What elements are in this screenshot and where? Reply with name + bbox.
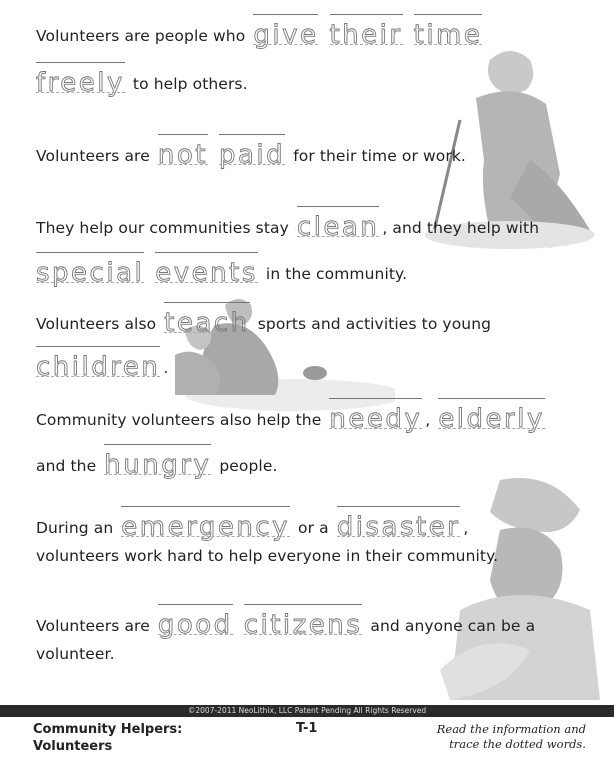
sentence-line xyxy=(36,404,548,434)
copyright-bar: ©2007-2011 NeoLithix, LLC Patent Pending All Rights Reserved xyxy=(0,705,614,717)
trace-word[interactable]: children xyxy=(36,352,161,382)
sentence-line xyxy=(36,610,535,640)
trace-word[interactable]: elderly xyxy=(438,404,545,434)
sentence-text: for their time or work. xyxy=(293,147,466,165)
trace-word[interactable]: freely xyxy=(36,68,125,98)
sentence-line xyxy=(36,352,168,382)
trace-word[interactable]: needy xyxy=(329,404,423,434)
sentence-text: sports and activities to young xyxy=(257,315,492,333)
trace-word[interactable]: their xyxy=(329,20,403,50)
sentence-text: Volunteers are xyxy=(36,147,150,165)
trace-word[interactable]: time xyxy=(413,20,483,50)
sentence-text: to help others. xyxy=(132,75,248,93)
sentence-text: volunteers work hard to help everyone in their community. xyxy=(36,547,499,565)
sentence-line xyxy=(36,308,491,338)
sentence-text: in the community. xyxy=(265,265,408,283)
sentence-text: They help our communities stay xyxy=(36,219,289,237)
sentence-text: and the xyxy=(36,457,97,475)
sentence-text: , xyxy=(425,411,431,429)
sentence-text: During an xyxy=(36,519,114,537)
sentence-text: Community volunteers also help the xyxy=(36,411,322,429)
sentence-line xyxy=(36,258,407,288)
trace-word[interactable]: special xyxy=(36,258,145,288)
trace-word[interactable]: give xyxy=(253,20,319,50)
title-line: Volunteers xyxy=(33,739,113,754)
sentence-text: or a xyxy=(298,519,329,537)
instructions xyxy=(437,722,586,752)
instructions-line: trace the dotted words. xyxy=(449,737,586,751)
sentence-text: . xyxy=(163,359,169,377)
sentence-line xyxy=(36,450,277,480)
volunteers-teaching-illustration xyxy=(165,285,395,415)
sentence-text: Volunteers are people who xyxy=(36,27,246,45)
trace-word[interactable]: paid xyxy=(218,140,286,170)
sentence-text: Volunteers are xyxy=(36,617,150,635)
sentence-line xyxy=(36,547,498,565)
trace-word[interactable]: teach xyxy=(164,308,250,338)
trace-word[interactable]: citizens xyxy=(243,610,363,640)
sentence-line xyxy=(36,645,115,663)
trace-word[interactable]: disaster xyxy=(336,512,461,542)
trace-word[interactable]: not xyxy=(157,140,208,170)
trace-word[interactable]: emergency xyxy=(121,512,290,542)
sentence-text: Volunteers also xyxy=(36,315,157,333)
sentence-text: and anyone can be a xyxy=(370,617,536,635)
sentence-line xyxy=(36,140,466,170)
instructions-line: Read the information and xyxy=(436,722,586,736)
sentence-text: people. xyxy=(219,457,278,475)
sentence-text: volunteer. xyxy=(36,645,115,663)
page-code: T-1 xyxy=(296,721,318,736)
trace-word[interactable]: events xyxy=(155,258,258,288)
sentence-line xyxy=(36,20,485,50)
sentence-line xyxy=(36,212,539,242)
sentence-line xyxy=(36,512,468,542)
trace-word[interactable]: hungry xyxy=(104,450,212,480)
trace-word[interactable]: good xyxy=(157,610,233,640)
sentence-text: , xyxy=(463,519,469,537)
sentence-text: , and they help with xyxy=(382,219,540,237)
title-line: Community Helpers: xyxy=(33,722,183,737)
worksheet-title xyxy=(33,721,182,755)
firefighter-illustration xyxy=(440,470,610,700)
sentence-line xyxy=(36,68,248,98)
trace-word[interactable]: clean xyxy=(296,212,380,242)
